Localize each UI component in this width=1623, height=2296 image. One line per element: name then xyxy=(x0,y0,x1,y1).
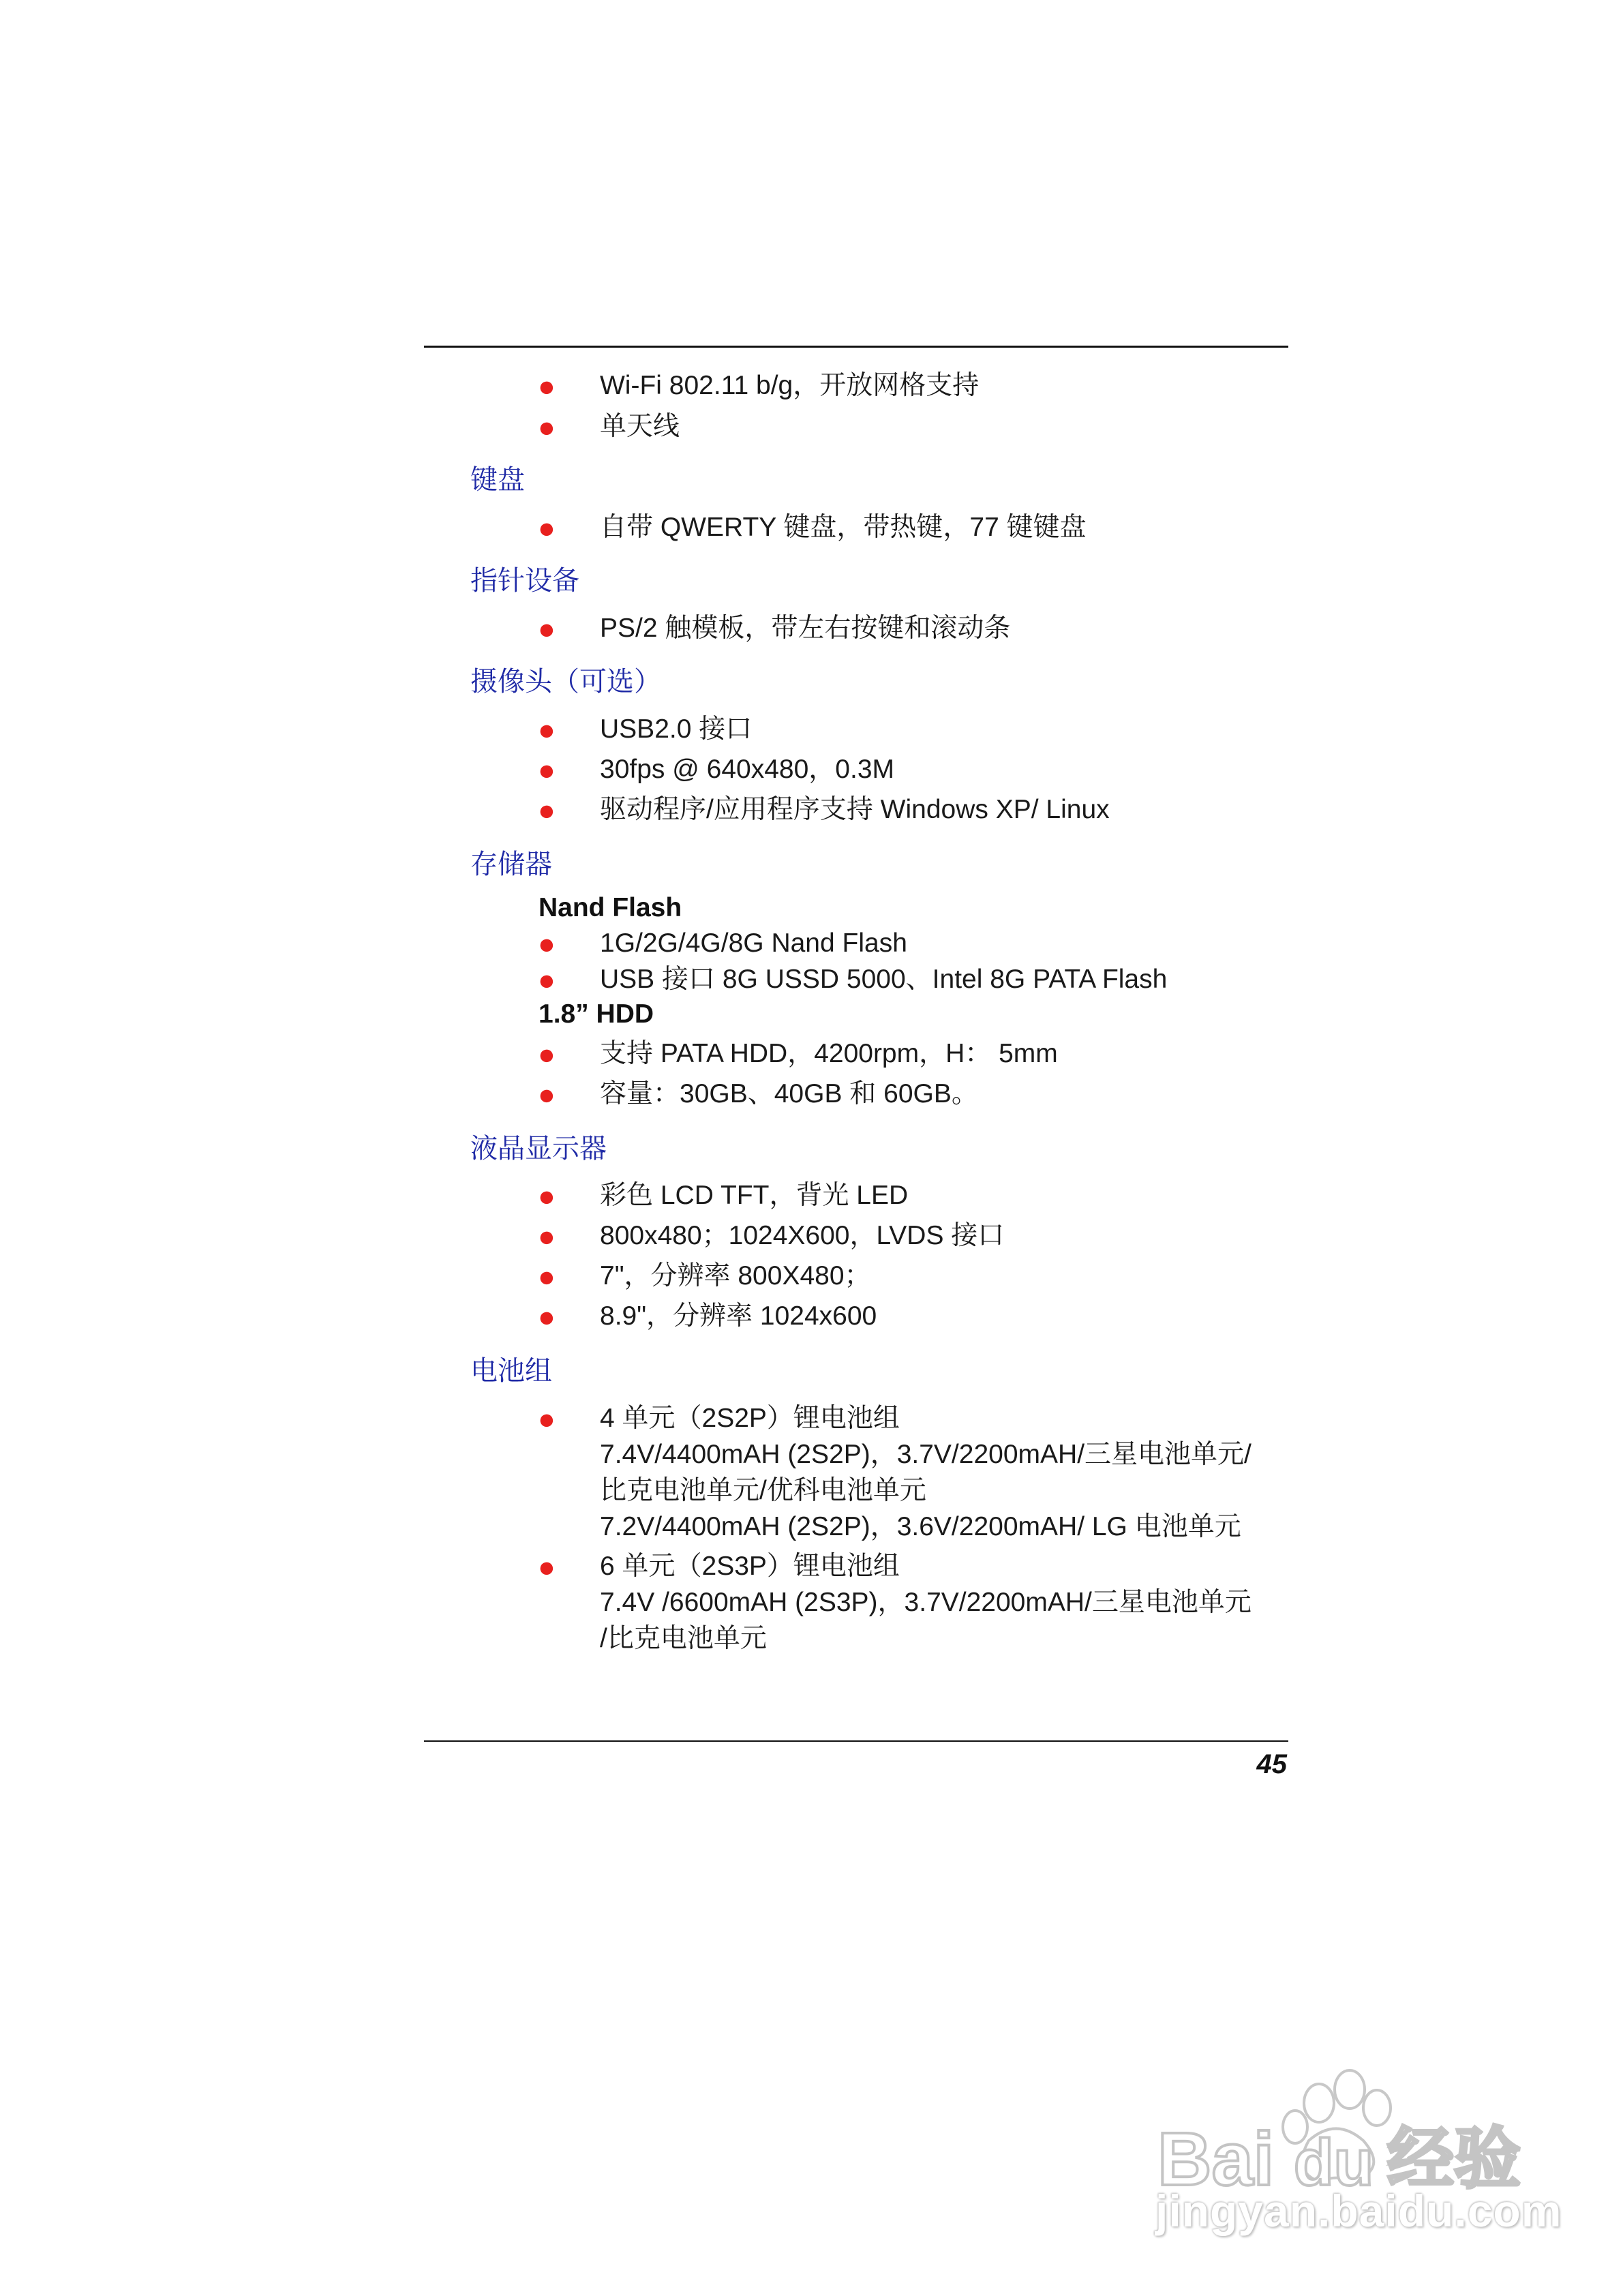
bullet-icon: ● xyxy=(538,1078,556,1111)
bullet-icon: ● xyxy=(538,1220,556,1253)
list-item: 单天线 xyxy=(600,412,680,441)
list-item: 容量：30GB、40GB 和 60GB。 xyxy=(600,1079,978,1108)
section-heading-keyboard: 键盘 xyxy=(470,465,525,495)
list-item-detail: 比克电池单元/优科电池单元 xyxy=(600,1476,926,1505)
list-item: USB2.0 接口 xyxy=(600,714,753,744)
list-item: 30fps @ 640x480，0.3M xyxy=(600,755,895,784)
section-heading-storage: 存储器 xyxy=(470,849,552,879)
list-item: 支持 PATA HDD，4200rpm，H： 5mm xyxy=(600,1039,1058,1068)
list-item-detail: /比克电池单元 xyxy=(600,1624,767,1653)
list-item: Wi-Fi 802.11 b/g，开放网格支持 xyxy=(600,371,980,400)
list-item-detail: 7.2V/4400mAH (2S2P)，3.6V/2200mAH/ LG 电池单元 xyxy=(600,1512,1241,1541)
list-item: 彩色 LCD TFT，背光 LED xyxy=(600,1181,909,1210)
list-item: 6 单元（2S3P）锂电池组 xyxy=(600,1552,900,1581)
list-item: 自带 QWERTY 键盘，带热键，77 键键盘 xyxy=(600,513,1087,542)
bullet-icon: ● xyxy=(538,1180,556,1213)
bullet-icon: ● xyxy=(538,964,556,997)
bullet-icon: ● xyxy=(538,411,556,444)
bullet-icon: ● xyxy=(538,714,556,746)
bullet-icon: ● xyxy=(538,1403,556,1436)
list-item: 驱动程序/应用程序支持 Windows XP/ Linux xyxy=(600,795,1110,824)
section-heading-camera: 摄像头（可选） xyxy=(470,667,661,697)
svg-text:du: du xyxy=(1294,2126,1374,2199)
section-heading-pointing-device: 指针设备 xyxy=(470,566,579,596)
page-number: 45 xyxy=(1256,1749,1287,1779)
list-item: PS/2 触模板，带左右按键和滚动条 xyxy=(600,614,1011,643)
bullet-icon: ● xyxy=(538,1301,556,1333)
list-item: USB 接口 8G USSD 5000、Intel 8G PATA Flash xyxy=(600,965,1168,994)
bullet-icon: ● xyxy=(538,1038,556,1071)
section-heading-lcd: 液晶显示器 xyxy=(470,1134,607,1164)
bullet-icon: ● xyxy=(538,928,556,961)
list-item-detail: 7.4V /6600mAH (2S3P)，3.7V/2200mAH/三星电池单元 xyxy=(600,1588,1252,1617)
list-item: 7"，分辨率 800X480； xyxy=(600,1261,871,1290)
list-item-detail: 7.4V/4400mAH (2S2P)，3.7V/2200mAH/三星电池单元/ xyxy=(600,1440,1252,1469)
bullet-icon: ● xyxy=(538,754,556,787)
bullet-icon: ● xyxy=(538,1260,556,1293)
bullet-icon: ● xyxy=(538,1551,556,1584)
subheading-hdd: 1.8” HDD xyxy=(539,999,654,1029)
bullet-icon: ● xyxy=(538,613,556,646)
section-heading-battery: 电池组 xyxy=(470,1356,552,1386)
list-item: 8.9"，分辨率 1024x600 xyxy=(600,1301,877,1331)
svg-text:Bai: Bai xyxy=(1157,2117,1275,2201)
bullet-icon: ● xyxy=(538,370,556,403)
list-item: 800x480；1024X600，LVDS 接口 xyxy=(600,1221,1005,1250)
bullet-icon: ● xyxy=(538,794,556,827)
bottom-rule xyxy=(424,1740,1288,1742)
watermark-url: jingyan.baidu.com xyxy=(1155,2186,1562,2236)
subheading-nand-flash: Nand Flash xyxy=(539,893,682,922)
svg-text:经验: 经验 xyxy=(1387,2121,1521,2196)
list-item: 4 单元（2S2P）锂电池组 xyxy=(600,1404,900,1433)
list-item: 1G/2G/4G/8G Nand Flash xyxy=(600,928,907,958)
bullet-icon: ● xyxy=(538,512,556,545)
